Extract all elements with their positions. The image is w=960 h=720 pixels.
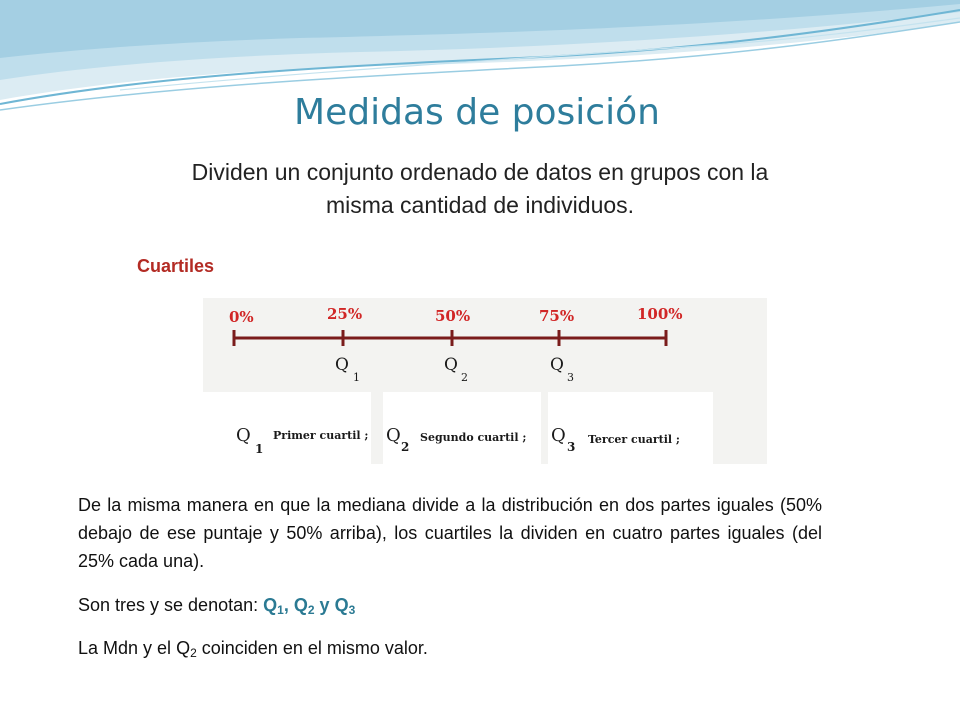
notation-separator-1: , [283, 595, 294, 615]
median-q-number: 2 [190, 646, 197, 660]
percent-label-75: 75% [539, 307, 575, 325]
percent-label-100: 100% [637, 305, 683, 323]
legend-q2-name: Segundo cuartil ; [420, 431, 527, 444]
notation-q3-number: 3 [348, 603, 356, 617]
notation-q2-letter: Q [293, 595, 308, 615]
notation-q3 [335, 595, 356, 615]
section-label: Cuartiles [137, 256, 215, 276]
percent-label-25: 25% [327, 305, 363, 323]
notation-q2 [294, 595, 315, 615]
median-q-letter: Q [176, 638, 191, 658]
legend-q1-number: 1 [255, 442, 264, 456]
notation-q2-number: 2 [307, 603, 315, 617]
legend-q3-letter: Q [551, 425, 566, 446]
median-lead-text: La Mdn y el [78, 638, 177, 658]
percent-label-0: 0% [229, 308, 254, 326]
legend-q3-number: 3 [567, 440, 576, 454]
paragraph-median-q2 [78, 634, 822, 662]
paragraph-quartiles-definition: De la misma manera en que la mediana divide a la distribución en dos partes iguales (50% debajo de ese puntaje y 50% arriba), los cuartiles la dividen en cuatro partes iguales (del 25% cada una). [78, 495, 822, 571]
notation-separator-2: y [314, 595, 335, 615]
quartile-marker-q2-number: 2 [461, 371, 468, 384]
percent-label-50: 50% [435, 307, 471, 325]
notation-q1-number: 1 [277, 603, 284, 617]
notation-q3-letter: Q [334, 595, 349, 615]
notation-q1 [263, 595, 284, 615]
legend-q2-number: 2 [401, 440, 410, 454]
legend-panel-1 [203, 392, 371, 464]
notation-q1-letter: Q [263, 595, 278, 615]
quartiles-diagram [203, 298, 767, 464]
legend-q1-name: Primer cuartil ; [273, 429, 369, 442]
quartile-marker-q2-letter: Q [444, 355, 458, 375]
legend-q1-letter: Q [236, 425, 251, 446]
slide-subtitle: Dividen un conjunto ordenado de datos en grupos con la misma cantidad de individuos. [191, 159, 769, 218]
quartile-marker-q3-number: 3 [567, 371, 574, 384]
quartile-marker-q3-letter: Q [550, 355, 564, 375]
quartile-marker-q1-number: 1 [353, 371, 360, 384]
legend-q2-letter: Q [386, 425, 401, 446]
quartile-marker-q1-letter: Q [335, 355, 349, 375]
paragraph-quartiles-notation [78, 591, 822, 619]
notation-lead-text: Son tres y se denotan: [78, 595, 264, 615]
legend-q3-name: Tercer cuartil ; [588, 433, 680, 446]
slide-title: Medidas de posición [294, 92, 660, 133]
median-tail-text: coinciden en el mismo valor. [196, 638, 428, 658]
